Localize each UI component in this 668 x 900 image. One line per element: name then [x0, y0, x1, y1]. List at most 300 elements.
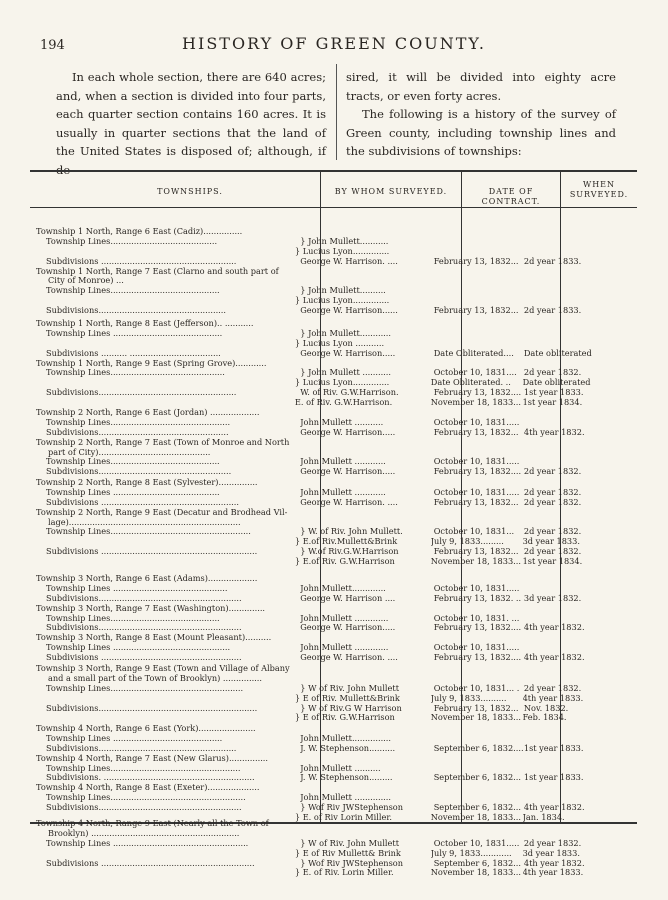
- township-cell: Township Lines .............................................: [46, 643, 231, 653]
- survey-year-cell: [524, 329, 596, 339]
- table-row: [36, 457, 596, 467]
- date-cell: February 13, 1832...: [433, 497, 519, 507]
- table-row: [36, 664, 596, 674]
- date-cell: [434, 793, 524, 803]
- date-cell: [434, 276, 524, 286]
- surveyor-cell: [301, 518, 434, 528]
- township-cell: [36, 378, 295, 388]
- township-cell: [36, 694, 295, 704]
- surveyor-cell: John Mullett.............: [300, 583, 386, 593]
- table-row: [36, 267, 596, 277]
- survey-year-cell: [524, 643, 596, 653]
- table-row: [36, 508, 596, 518]
- date-cell: November 18, 1833...: [430, 398, 521, 408]
- survey-year-cell: [524, 418, 596, 428]
- survey-year-cell: 1st year 1833.: [523, 388, 584, 398]
- date-cell: [431, 438, 523, 448]
- date-cell: [431, 664, 523, 674]
- surveyor-cell: [295, 783, 431, 793]
- date-cell: February 13, 1832....: [433, 467, 522, 477]
- surveyor-cell: John Mullett ............: [300, 487, 386, 497]
- surveyor-cell: [301, 448, 434, 458]
- table-row: [36, 237, 596, 247]
- survey-year-cell: 2d year 1832.: [523, 683, 582, 693]
- survey-year-cell: [523, 359, 596, 369]
- township-cell: Subdivisions ...........................................................: [46, 858, 255, 868]
- header-when-line1: WHEN: [582, 180, 616, 189]
- date-cell: October 10, 1831.....: [433, 838, 520, 848]
- surveyor-cell: [295, 819, 431, 829]
- township-cell: Subdivisions.....................................................: [46, 388, 237, 398]
- table-row: [36, 764, 596, 774]
- survey-year-cell: [524, 286, 596, 296]
- surveyor-cell: } John Mullett..........: [300, 286, 386, 296]
- surveyor-cell: [295, 633, 431, 643]
- table-row: [36, 754, 596, 764]
- survey-year-cell: [523, 296, 596, 306]
- surveyor-cell: [295, 724, 431, 734]
- survey-year-cell: 2d year 1833.: [523, 256, 582, 266]
- date-cell: November 18, 1833...: [430, 713, 521, 723]
- surveyor-cell: [295, 227, 431, 237]
- surveyor-cell: } W of Riv.G W Harrison: [300, 703, 402, 713]
- date-cell: [431, 574, 523, 584]
- date-cell: July 9, 1833.........: [430, 537, 504, 547]
- table-row: [36, 349, 596, 359]
- township-cell: [36, 398, 295, 408]
- table-row: [36, 724, 596, 734]
- header-date-of-contract: DATE OF CONTRACT.: [481, 187, 541, 206]
- date-cell: February 13, 1832....: [433, 388, 522, 398]
- survey-year-cell: 2d year 1832.: [523, 467, 582, 477]
- township-cell: Township 2 North, Range 7 East (Town of Monroe and North: [36, 437, 290, 447]
- intro-left-column: [56, 68, 326, 179]
- date-cell: [431, 633, 523, 643]
- date-cell: October 10, 1831...: [433, 527, 515, 537]
- table-row: [36, 674, 596, 684]
- surveyor-cell: George W. Harrison.....: [300, 467, 396, 477]
- survey-year-cell: [523, 408, 596, 418]
- table-row: [36, 478, 596, 488]
- township-group: [36, 319, 596, 408]
- date-cell: February 13, 1832. ..: [433, 593, 522, 603]
- survey-year-cell: 4th year 1832.: [523, 803, 585, 813]
- date-cell: February 13, 1832...: [433, 306, 519, 316]
- date-cell: September 6, 1832...: [433, 858, 521, 868]
- table-row: [36, 574, 596, 584]
- survey-year-cell: [523, 478, 596, 488]
- table-header-rule: [30, 207, 637, 208]
- survey-year-cell: [524, 674, 596, 684]
- date-cell: [431, 408, 523, 418]
- date-cell: [431, 724, 523, 734]
- surveyor-cell: [295, 478, 431, 488]
- survey-year-cell: [523, 819, 596, 829]
- township-cell: [36, 339, 295, 349]
- township-group: [36, 819, 596, 878]
- township-cell: Township Lines.........................................: [46, 236, 218, 246]
- survey-year-cell: 4th year 1832.: [523, 427, 585, 437]
- date-cell: [431, 319, 523, 329]
- table-row: [36, 859, 596, 869]
- surveyor-cell: [301, 276, 434, 286]
- date-cell: February 13, 1832....: [433, 653, 522, 663]
- township-cell: Subdivisions.................................................: [46, 306, 226, 316]
- township-cell: Township 1 North, Range 8 East (Jefferson).. ...........: [36, 319, 254, 328]
- date-cell: [431, 478, 523, 488]
- township-cell: Subdivisions ......................................................: [46, 653, 242, 663]
- table-row: [36, 257, 596, 267]
- township-cell: [36, 296, 295, 306]
- surveyor-cell: [295, 664, 431, 674]
- surveyor-cell: George W. Harrison.....: [300, 427, 396, 437]
- survey-year-cell: [523, 438, 596, 448]
- township-cell: Township 3 North, Range 7 East (Washington)..............: [36, 603, 266, 613]
- surveyor-cell: [295, 754, 431, 764]
- survey-year-cell: 1st year 1833.: [523, 773, 584, 783]
- township-cell: Township Lines .........................................: [46, 487, 220, 497]
- survey-year-cell: [523, 227, 596, 237]
- table-row: [36, 819, 596, 829]
- township-cell: part of City)...........................................: [48, 447, 211, 457]
- township-cell: Township Lines ..........................................: [46, 328, 223, 338]
- township-cell: Subdivisions.....................................................: [46, 743, 237, 753]
- header-when-line2: SURVEYED.: [569, 190, 629, 199]
- table-row: [36, 868, 596, 878]
- survey-year-cell: 3d year 1833.: [522, 848, 580, 858]
- survey-year-cell: [523, 633, 596, 643]
- table-row: [36, 247, 596, 257]
- township-group: [36, 574, 596, 663]
- table-row: [36, 398, 596, 408]
- survey-year-cell: 2d year 1832.: [523, 838, 582, 848]
- surveyor-cell: } Lucius Lyon ...........: [294, 338, 385, 348]
- date-cell: [431, 267, 523, 277]
- township-cell: Township Lines..............................................: [46, 417, 231, 427]
- table-row: [36, 783, 596, 793]
- surveyor-cell: [295, 359, 431, 369]
- table-top-rule: [30, 170, 637, 172]
- table-row: [36, 773, 596, 783]
- township-cell: Subdivisions ....................................................: [46, 256, 237, 266]
- survey-year-cell: 4th year 1832.: [523, 858, 585, 868]
- township-cell: [36, 557, 295, 567]
- date-cell: [434, 518, 524, 528]
- date-cell: September 6, 1832....: [433, 743, 524, 753]
- survey-year-cell: Jan. 1834.: [522, 813, 565, 823]
- table-row: [36, 614, 596, 624]
- surveyor-cell: } W of Riv. John Mullett: [300, 838, 399, 848]
- surveyor-cell: [295, 508, 431, 518]
- surveyor-cell: John Mullett ..............: [300, 793, 391, 803]
- surveyor-cell: } W of Riv. John Mullett: [300, 683, 399, 693]
- table-row: [36, 227, 596, 237]
- survey-year-cell: 3d year 1832.: [523, 593, 582, 603]
- surveyor-cell: J. W. Stephenson.........: [300, 773, 393, 783]
- table-row: [36, 388, 596, 398]
- table-row: [36, 448, 596, 458]
- survey-year-cell: [524, 448, 596, 458]
- survey-year-cell: [524, 276, 596, 286]
- survey-year-cell: [524, 793, 596, 803]
- township-cell: Township Lines......................................................: [46, 527, 251, 537]
- survey-year-cell: 4th year 1833.: [522, 868, 584, 878]
- surveyor-cell: [295, 408, 431, 418]
- date-cell: October 10, 1831.....: [433, 583, 520, 593]
- township-group: [36, 664, 596, 723]
- surveyor-cell: } E.of Riv. G.W.Harrison: [294, 557, 395, 567]
- date-cell: [434, 448, 524, 458]
- table-row: [36, 306, 596, 316]
- table-row: [36, 584, 596, 594]
- date-cell: [431, 783, 523, 793]
- date-cell: [434, 764, 524, 774]
- survey-year-cell: 2d year 1833.: [523, 306, 582, 316]
- date-cell: [431, 508, 523, 518]
- surveyor-cell: W. of Riv. G.W.Harrison.: [300, 388, 399, 398]
- date-cell: October 10, 1831... .: [433, 683, 520, 693]
- township-cell: [36, 247, 295, 257]
- township-cell: Subdivisions..................................................: [46, 427, 229, 437]
- township-cell: Township 3 North, Range 8 East (Mount Pleasant)..........: [36, 633, 272, 643]
- survey-year-cell: 2d year 1832.: [523, 547, 582, 557]
- surveyor-cell: } E.of Riv.Mullett&Brink: [294, 537, 398, 547]
- township-cell: Township Lines ....................................................: [46, 838, 249, 848]
- surveyor-cell: J. W. Stephenson..........: [300, 743, 396, 753]
- surveyor-cell: George W. Harrison. ....: [300, 256, 398, 266]
- table-row: [36, 643, 596, 653]
- table-row: [36, 557, 596, 567]
- date-cell: Date Obliterated....: [433, 348, 514, 358]
- surveyor-cell: George W. Harrison ....: [300, 593, 396, 603]
- township-cell: Subdivisions ............................................................: [46, 547, 258, 557]
- survey-year-cell: [524, 584, 596, 594]
- date-cell: November 18, 1833...: [430, 868, 521, 878]
- survey-year-cell: [523, 574, 596, 584]
- date-cell: October 10, 1831.....: [433, 487, 520, 497]
- survey-year-cell: [524, 829, 596, 839]
- date-cell: October 10, 1831.....: [433, 417, 520, 427]
- survey-year-cell: 4th year 1833.: [522, 693, 584, 703]
- surveyor-cell: } W. of Riv. John Mullett.: [300, 527, 403, 537]
- date-cell: [434, 829, 524, 839]
- table-row: [36, 734, 596, 744]
- header-townships: TOWNSHIPS.: [157, 187, 223, 196]
- date-cell: February 13, 1832...: [433, 703, 519, 713]
- township-cell: Subdivisions .......... ...................................: [46, 348, 221, 358]
- township-cell: Township 1 North, Range 7 East (Clarno and south part of: [36, 266, 279, 276]
- date-cell: July 9, 1833............: [430, 848, 512, 858]
- survey-year-cell: 1st year 1834.: [522, 398, 583, 408]
- survey-year-cell: [523, 267, 596, 277]
- date-cell: September 6, 1832...: [433, 773, 521, 783]
- township-cell: Township 3 North, Range 9 East (Town and Village of Albany: [36, 664, 290, 673]
- township-cell: Subdivisions.............................................................: [46, 703, 258, 713]
- surveyor-cell: George W. Harrison.....: [300, 348, 396, 358]
- survey-year-cell: [523, 724, 596, 734]
- township-cell: Township Lines..........................................: [46, 613, 220, 623]
- table-row: [36, 694, 596, 704]
- township-cell: Township 2 North, Range 9 East (Decatur and Brodhead Vil-: [36, 507, 288, 517]
- township-cell: Subdivisions.......................................................: [46, 803, 242, 813]
- survey-year-cell: [523, 664, 596, 674]
- survey-year-cell: [523, 508, 596, 518]
- table-row: [36, 704, 596, 714]
- table-row: [36, 604, 596, 614]
- date-cell: [431, 227, 523, 237]
- survey-year-cell: 1st year 1833.: [523, 743, 584, 753]
- table-row: [36, 428, 596, 438]
- table-row: [36, 276, 596, 286]
- table-row: [36, 684, 596, 694]
- date-cell: November 18, 1833...: [430, 813, 521, 823]
- surveyor-cell: } Lucius Lyon..............: [294, 378, 390, 388]
- surveyor-cell: } Lucius Lyon..............: [294, 246, 390, 256]
- table-row: [36, 829, 596, 839]
- township-group: [36, 478, 596, 567]
- survey-year-cell: 1st year 1834.: [522, 557, 583, 567]
- township-cell: Subdivisions.......................................................: [46, 593, 242, 603]
- table-row: [36, 594, 596, 604]
- date-cell: [431, 339, 523, 349]
- header-surveyor: BY WHOM SURVEYED.: [334, 187, 448, 196]
- surveyor-cell: [295, 574, 431, 584]
- table-row: [36, 368, 596, 378]
- table-row: [36, 547, 596, 557]
- surveyor-cell: } E. of Riv. Lorin Miller.: [294, 868, 394, 878]
- township-cell: Township Lines...................................................: [46, 683, 244, 693]
- township-cell: and a small part of the Town of Brooklyn) ...............: [48, 673, 262, 683]
- date-cell: October 10, 1831.....: [433, 643, 520, 653]
- date-cell: February 13, 1832...: [433, 256, 519, 266]
- township-cell: Township 2 North, Range 6 East (Jordan) ...................: [36, 408, 260, 417]
- surveyor-cell: [295, 604, 431, 614]
- survey-year-cell: 3d year 1833.: [522, 537, 580, 547]
- township-cell: Township 1 North, Range 9 East (Spring Grove)............: [36, 358, 267, 368]
- surveyor-cell: [295, 267, 431, 277]
- survey-year-cell: Feb. 1834.: [522, 713, 567, 723]
- date-cell: July 9, 1833..........: [430, 693, 507, 703]
- table-row: [36, 359, 596, 369]
- intro-right-column: [346, 68, 616, 161]
- survey-year-cell: [523, 247, 596, 257]
- surveyor-cell: John Mullett ............: [300, 457, 386, 467]
- survey-year-cell: 2d year 1832.: [523, 497, 582, 507]
- date-cell: November 18, 1833...: [430, 557, 521, 567]
- surveyor-cell: } Lucius Lyon..............: [294, 296, 390, 306]
- date-cell: [431, 247, 523, 257]
- date-cell: [431, 604, 523, 614]
- survey-year-cell: 4th year 1832.: [523, 653, 585, 663]
- township-cell: lage)..................................................................: [48, 517, 241, 527]
- header-when-surveyed: [562, 180, 636, 200]
- surveyor-cell: } John Mullett............: [300, 328, 391, 338]
- surveyor-cell: } Wof Riv JWStephenson: [300, 858, 403, 868]
- township-cell: Subdivisions...................................................: [46, 467, 232, 477]
- survey-year-cell: [523, 604, 596, 614]
- table-row: [36, 744, 596, 754]
- survey-year-cell: [524, 764, 596, 774]
- survey-year-cell: 2d year 1832.: [523, 368, 582, 378]
- table-row: [36, 527, 596, 537]
- township-group: [36, 408, 596, 477]
- date-cell: October 10, 1831. ...: [433, 613, 520, 623]
- date-cell: [431, 359, 523, 369]
- table-row: [36, 339, 596, 349]
- surveyor-cell: John Mullett .............: [300, 643, 389, 653]
- table-row: [36, 378, 596, 388]
- surveyor-cell: E. of Riv. G.W.Harrison.: [294, 398, 393, 408]
- date-cell: February 13, 1832...: [433, 427, 519, 437]
- date-cell: [431, 754, 523, 764]
- table-row: [36, 286, 596, 296]
- table-row: [36, 623, 596, 633]
- surveyor-cell: } John Mullett ...........: [300, 368, 391, 378]
- table-row: [36, 438, 596, 448]
- table-row: [36, 498, 596, 508]
- date-cell: [431, 819, 523, 829]
- surveyor-cell: } E. of Riv Lorin Miller.: [294, 813, 392, 823]
- surveyor-cell: } E of Riv. Mullett&Brink: [294, 693, 400, 703]
- township-cell: City of Monroe) ...: [48, 276, 124, 286]
- table-row: [36, 319, 596, 329]
- surveyor-cell: } W.of Riv.G.W.Harrison: [300, 547, 399, 557]
- surveyor-cell: [295, 438, 431, 448]
- surveyor-cell: John Mullett .............: [300, 613, 389, 623]
- surveyor-cell: John Mullett ..........: [300, 763, 381, 773]
- township-cell: Township Lines ..........................................: [46, 733, 223, 743]
- township-cell: [36, 849, 295, 859]
- survey-year-cell: [523, 754, 596, 764]
- surveyor-cell: } John Mullett...........: [300, 236, 389, 246]
- township-cell: Township 1 North, Range 6 East (Cadiz)...............: [36, 227, 243, 236]
- survey-year-cell: 2d year 1832.: [523, 527, 582, 537]
- table-row: [36, 518, 596, 528]
- survey-year-cell: [523, 319, 596, 329]
- surveyor-cell: [295, 319, 431, 329]
- date-cell: Date Obliterated. ..: [430, 378, 511, 388]
- table-row: [36, 633, 596, 643]
- township-cell: Township 4 North, Range 7 East (New Glarus)...............: [36, 753, 268, 763]
- township-cell: Township 4 North, Range 8 East (Exeter)....................: [36, 783, 260, 793]
- table-row: [36, 653, 596, 663]
- surveyor-cell: George W. Harrison. ....: [300, 497, 398, 507]
- township-cell: Township Lines..................................................: [46, 763, 241, 773]
- table-row: [36, 488, 596, 498]
- date-cell: February 13, 1832....: [433, 623, 522, 633]
- running-head-title: HISTORY OF GREEN COUNTY.: [182, 34, 486, 53]
- surveyor-cell: George W. Harrison......: [300, 306, 398, 316]
- date-cell: [434, 329, 524, 339]
- table-row: [36, 849, 596, 859]
- date-cell: September 6, 1832...: [433, 803, 521, 813]
- survey-year-cell: [524, 614, 596, 624]
- survey-year-cell: [524, 237, 596, 247]
- township-group: [36, 227, 596, 316]
- survey-year-cell: 4th year 1832.: [523, 623, 585, 633]
- surveyor-cell: [301, 829, 434, 839]
- column-divider: [336, 64, 337, 160]
- surveyor-cell: George W. Harrison. ....: [300, 653, 398, 663]
- surveyor-cell: } E of Riv. G.W.Harrison: [294, 713, 395, 723]
- township-cell: [36, 713, 295, 723]
- table-row: [36, 418, 596, 428]
- table-row: [36, 467, 596, 477]
- survey-year-cell: 2d year 1832.: [523, 487, 582, 497]
- table-row: [36, 296, 596, 306]
- date-cell: [431, 296, 523, 306]
- survey-year-cell: [523, 783, 596, 793]
